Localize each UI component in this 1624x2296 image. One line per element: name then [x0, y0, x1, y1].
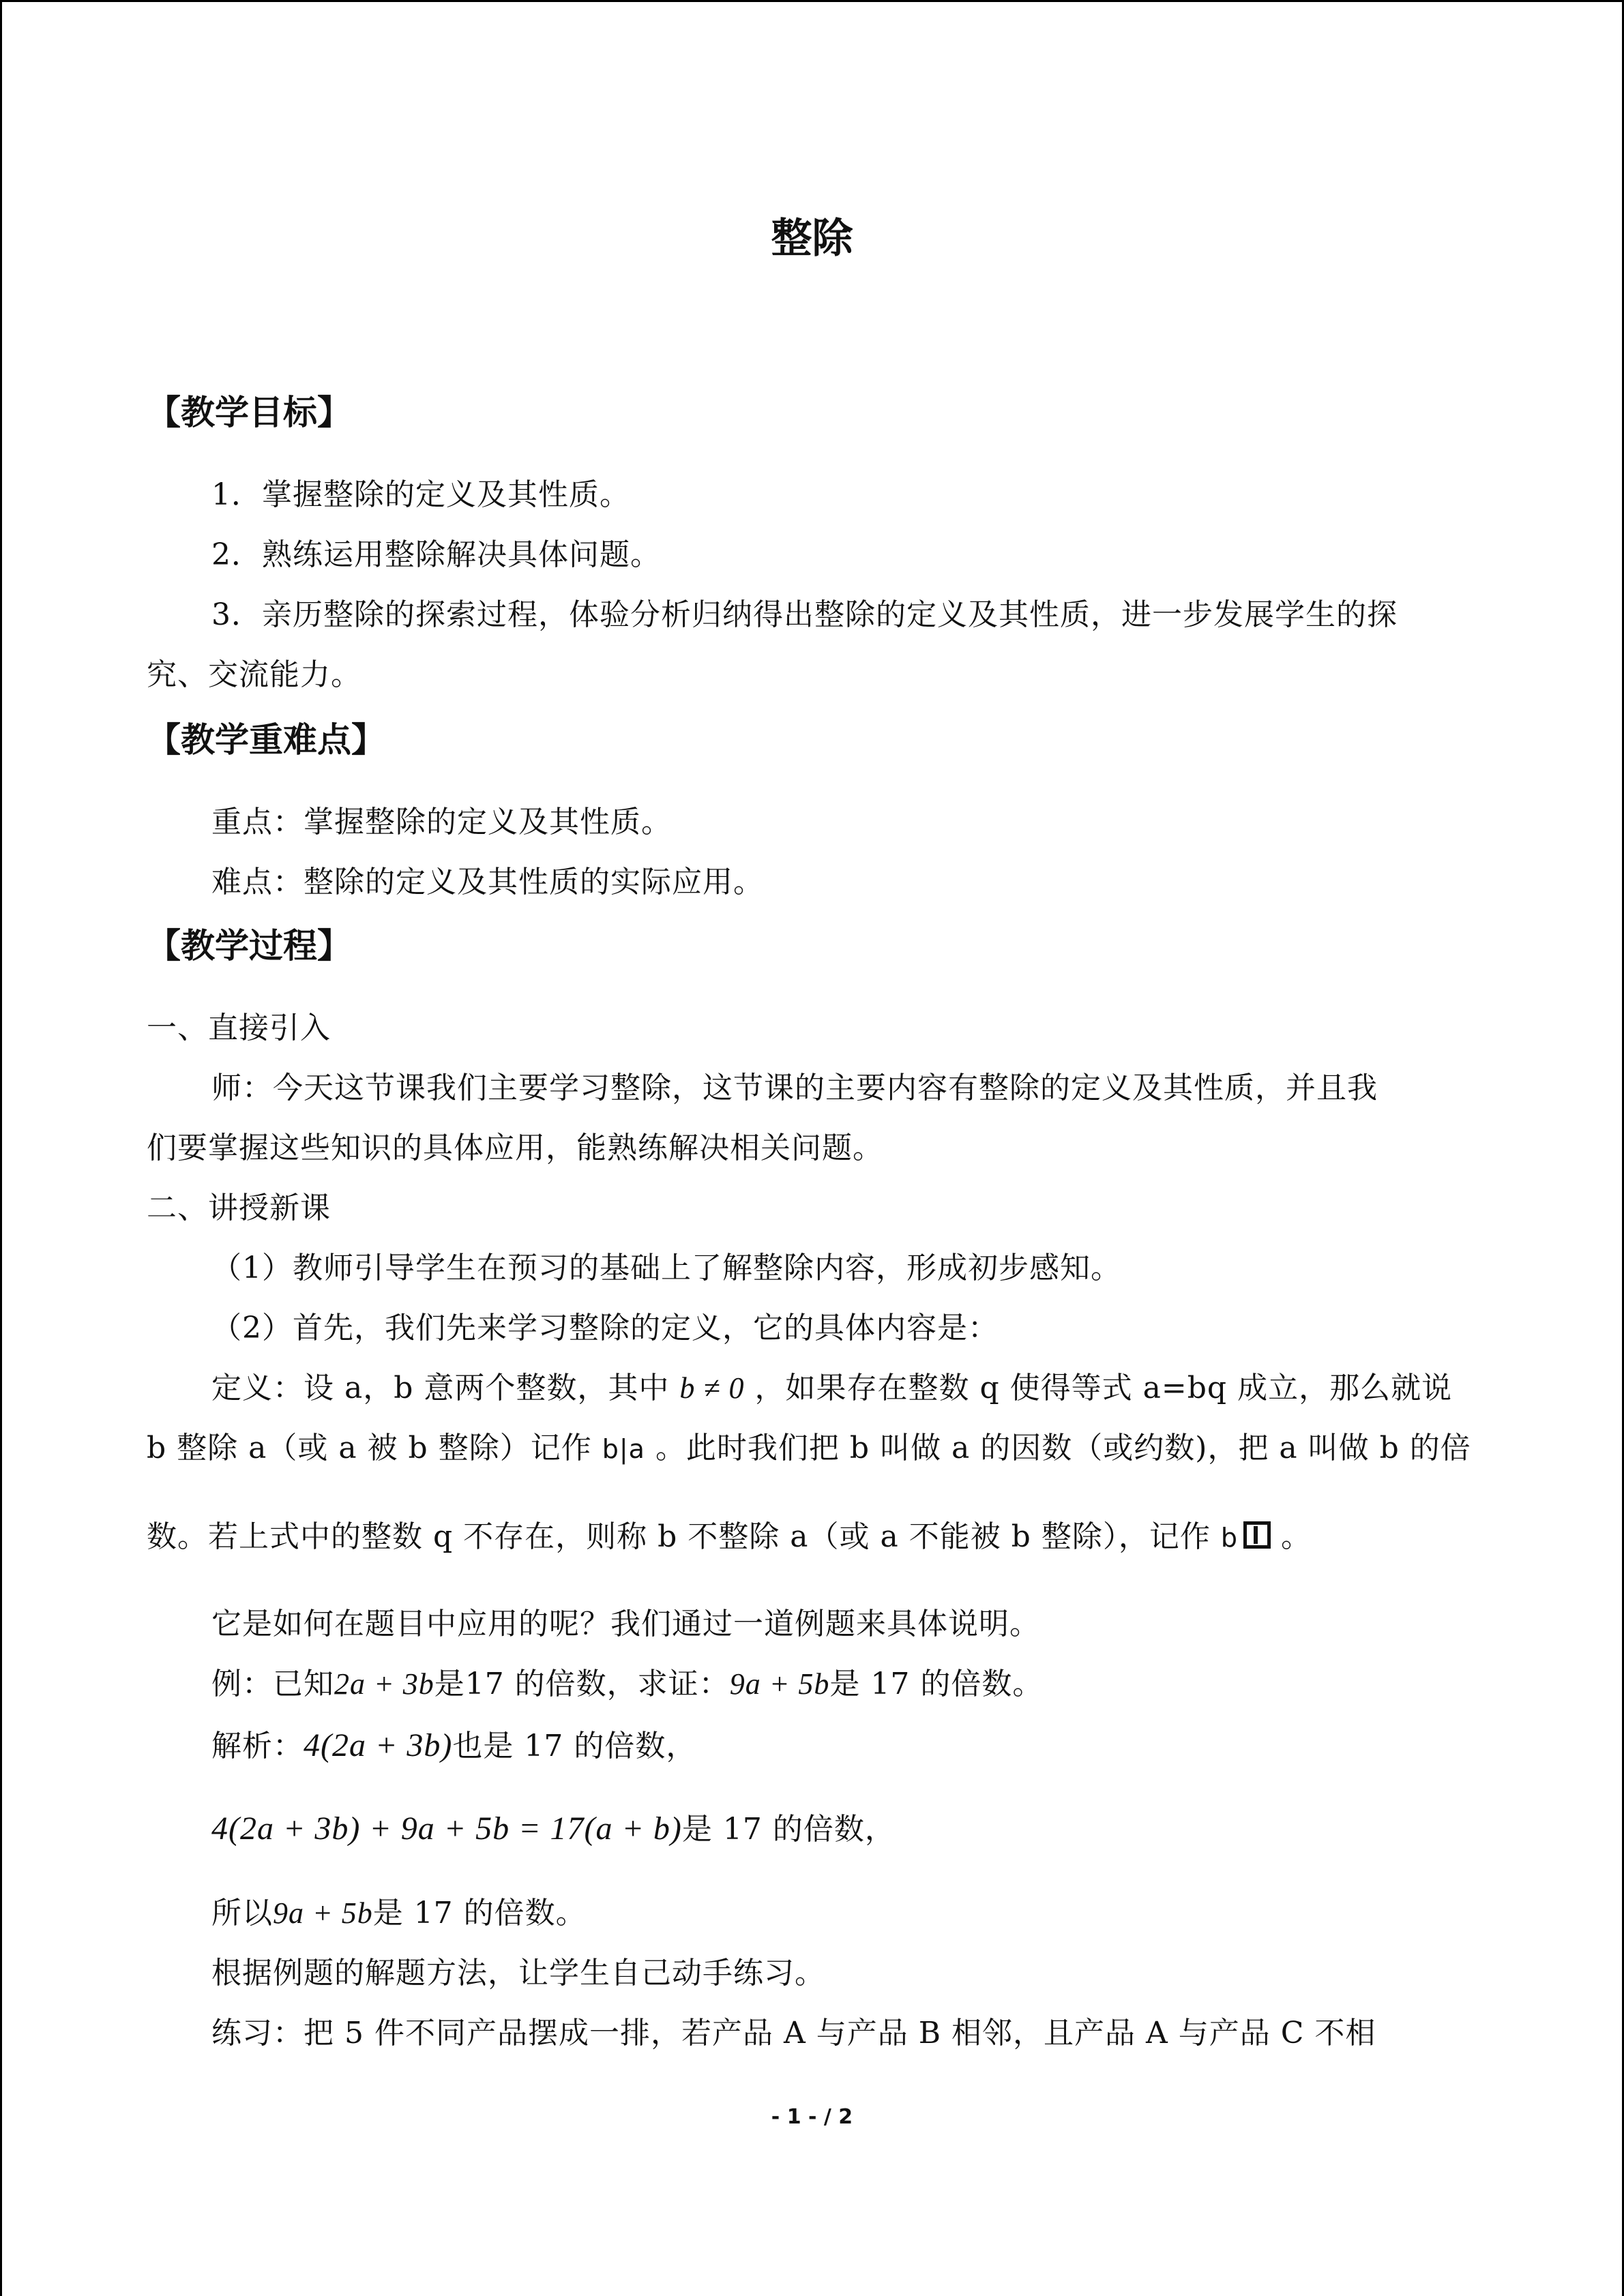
example-start: 例：已知	[211, 1667, 334, 1701]
part2-title: 二、讲授新课	[147, 1191, 331, 1225]
key-point-difficulty: 难点：整除的定义及其性质的实际应用。	[211, 865, 764, 899]
math-b-not-zero: b ≠ 0	[679, 1371, 745, 1405]
math-b-label: b	[1220, 1523, 1238, 1553]
equation-end: 是 17 的倍数，	[681, 1812, 896, 1847]
example-line	[211, 1664, 1043, 1705]
definition-line-2-end: 。此时我们把 b 叫做 a 的因数（或约数)，把 a 叫做 b 的倍	[655, 1431, 1471, 1465]
conclusion-end: 是 17 的倍数。	[372, 1896, 587, 1930]
definition-line-3	[147, 1517, 1312, 1558]
math-equation-17-times-a-plus-b: 4(2a + 3b) + 9a + 5b = 17(a + b)	[211, 1810, 682, 1847]
definition-line-3-start: 数。若上式中的整数 q 不存在，则称 b 不整除 a（或 a 不能被 b 整除），记作	[147, 1519, 1211, 1554]
page-number: - 1 - / 2	[771, 2105, 853, 2129]
goal-item-3: 3．亲历整除的探索过程，体验分析归纳得出整除的定义及其性质，进一步发展学生的探	[211, 597, 1398, 632]
application-intro: 它是如何在题目中应用的呢？我们通过一道例题来具体说明。	[211, 1607, 1040, 1641]
goal-item-3-continued: 究、交流能力。	[147, 657, 361, 692]
analysis-end: 也是 17 的倍数，	[452, 1729, 697, 1763]
equation-line	[211, 1808, 896, 1850]
definition-line-1-start: 定义：设 a，b 意两个整数，其中	[211, 1371, 670, 1405]
key-point-focus: 重点：掌握整除的定义及其性质。	[211, 805, 672, 839]
page-top-border	[0, 0, 1624, 2]
definition-line-1	[211, 1368, 1452, 1409]
goal-item-1: 1．掌握整除的定义及其性质。	[211, 477, 630, 512]
practice-intro: 根据例题的解题方法，让学生自己动手练习。	[211, 1956, 825, 1991]
practice-line: 练习：把 5 件不同产品摆成一排，若产品 A 与产品 B 相邻，且产品 A 与产品 C 不相	[211, 2016, 1376, 2051]
math-conclusion-9a-plus-5b: 9a + 5b	[273, 1896, 373, 1930]
definition-line-3-end: 。	[1280, 1519, 1312, 1554]
goal-item-2: 2．熟练运用整除解决具体问题。	[211, 537, 661, 572]
definition-line-1-end: ，如果存在整数 q 使得等式 a=bq 成立，那么就说	[754, 1371, 1453, 1405]
heading-key-points: 【教学重难点】	[147, 720, 385, 760]
conclusion-line	[211, 1893, 587, 1934]
definition-line-2	[147, 1428, 1471, 1470]
part1-text-line-1: 师：今天这节课我们主要学习整除，这节课的主要内容有整除的定义及其性质，并且我	[211, 1071, 1378, 1105]
analysis-line	[211, 1725, 696, 1767]
math-9a-plus-5b: 9a + 5b	[729, 1667, 830, 1701]
math-b-divides-a: b|a	[602, 1434, 645, 1464]
part2-step-2: （2）首先，我们先来学习整除的定义，它的具体内容是：	[211, 1311, 999, 1345]
part1-title: 一、直接引入	[147, 1011, 331, 1045]
page-left-border	[0, 0, 2, 2296]
analysis-start: 解析：	[211, 1729, 304, 1763]
example-end: 是 17 的倍数。	[829, 1667, 1044, 1701]
heading-teaching-goals: 【教学目标】	[147, 393, 351, 432]
not-divides-symbol-icon	[1243, 1521, 1271, 1549]
heading-teaching-process: 【教学过程】	[147, 926, 351, 966]
math-4-times-2a-plus-3b: 4(2a + 3b)	[304, 1727, 453, 1763]
part2-step-1: （1）教师引导学生在预习的基础上了解整除内容，形成初步感知。	[211, 1251, 1121, 1285]
conclusion-start: 所以	[211, 1896, 273, 1930]
example-middle: 是17 的倍数，求证：	[434, 1667, 730, 1701]
part1-text-line-2: 们要掌握这些知识的具体应用，能熟练解决相关问题。	[147, 1131, 883, 1165]
math-2a-plus-3b: 2a + 3b	[334, 1667, 434, 1701]
document-title: 整除	[771, 215, 853, 263]
definition-line-2-start: b 整除 a（或 a 被 b 整除）记作	[147, 1431, 592, 1465]
